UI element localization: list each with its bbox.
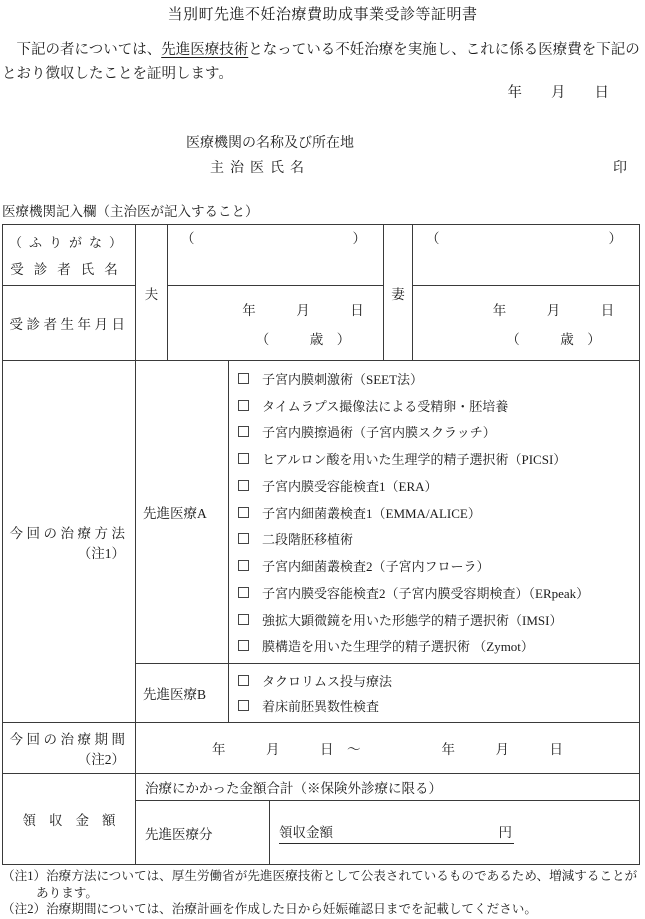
checkbox-icon	[238, 700, 249, 711]
treatment-method-label-cell	[3, 361, 136, 722]
checkbox-icon	[238, 560, 249, 571]
list-item	[238, 583, 639, 602]
receipt-amount-row	[3, 774, 639, 864]
footnotes	[2, 868, 643, 918]
advanced-medical-a-checklist	[229, 361, 639, 663]
list-item	[238, 503, 639, 522]
intro-text-post: となっている不妊治療を実施し、これに係る医療費を下記のとおり徴収したことを証明します。	[2, 42, 640, 82]
age-blank: （ 歳 ）	[506, 331, 601, 347]
patient-name-label-cell	[3, 225, 135, 286]
footnote-1: （注1）治療方法については、厚生労働省が先進医療技術として公表されているものであるため、増減することがあります。	[2, 869, 638, 900]
advanced-medical-a-label: 先進医療A	[136, 361, 229, 663]
advanced-medical-b-checklist	[229, 664, 639, 722]
checkbox-icon	[238, 587, 249, 598]
checkbox-icon	[238, 426, 249, 437]
checkbox-label: 子宮内細菌叢検査1（EMMA/ALICE）	[262, 505, 481, 521]
checkbox-icon	[238, 480, 249, 491]
list-item	[238, 556, 639, 575]
advanced-medical-b-section	[136, 664, 639, 722]
checkbox-label: 二段階胚移植術	[262, 532, 354, 548]
birthdate-blank: 年 月 日	[242, 302, 364, 318]
document-title: 当別町先進不妊治療費助成事業受診等証明書	[167, 7, 478, 23]
treatment-method-label: 今回の治療方法	[9, 525, 129, 541]
checkbox-label: ヒアルロン酸を用いた生理学的精子選択術（PICSI）	[262, 452, 567, 467]
husband-data-column	[168, 225, 384, 360]
checkbox-label: 着床前胚異数性検査	[262, 699, 380, 715]
treatment-method-content	[136, 361, 639, 722]
checkbox-label: 強拡大顕微鏡を用いた形態学的精子選択術（IMSI）	[262, 612, 563, 628]
checkbox-icon	[238, 453, 249, 464]
treatment-method-row	[3, 361, 639, 723]
intro-paragraph	[2, 38, 643, 86]
patient-label-column	[3, 225, 136, 360]
section-heading: 医療機関記入欄（主治医が記入すること）	[2, 204, 259, 219]
patient-name-label: 受診者氏名	[10, 262, 128, 277]
furigana-paren-close: ）	[352, 231, 366, 246]
wife-header-cell: 妻	[384, 225, 413, 360]
checkbox-label: タクロリムス投与療法	[262, 673, 393, 689]
advanced-medical-a-section	[136, 361, 639, 664]
receipt-amount-field	[270, 801, 639, 864]
footnote-2: （注2）治療期間については、治療計画を作成した日から妊娠確認日までを記載してください。	[2, 902, 537, 916]
checkbox-icon	[238, 614, 249, 625]
list-item	[238, 369, 639, 388]
advanced-medical-b-label: 先進医療B	[136, 664, 229, 722]
checkbox-icon	[238, 640, 249, 651]
treatment-period-row	[3, 723, 639, 774]
checkbox-icon	[238, 507, 249, 518]
institution-name-label: 医療機関の名称及び所在地	[186, 136, 354, 151]
husband-birthdate-field	[168, 286, 383, 360]
advanced-medical-portion-label: 先進医療分	[136, 801, 270, 864]
list-item	[238, 610, 639, 629]
patient-birthdate-label: 受診者生年月日	[9, 317, 129, 332]
receipt-amount-caption: 領収金額	[279, 825, 333, 840]
wife-birthdate-field	[413, 286, 639, 360]
treatment-period-label: 今回の治療期間	[9, 732, 129, 747]
birthdate-blank: 年 月 日	[492, 302, 615, 318]
husband-name-field	[168, 225, 383, 286]
furigana-label: （ふりがな）	[8, 235, 129, 250]
furigana-paren-open: （	[181, 231, 195, 246]
receipt-amount-blank	[279, 821, 514, 844]
medical-form-table	[2, 224, 640, 865]
furigana-paren-open: （	[426, 231, 440, 246]
doctor-signature-row	[210, 157, 627, 177]
seal-mark: 印	[613, 161, 627, 176]
age-blank: （ 歳 ）	[255, 331, 351, 347]
checkbox-label: 子宮内膜擦過術（子宮内膜スクラッチ）	[262, 425, 496, 441]
treatment-period-blank: 年 月 日 ～ 年 月 日	[212, 742, 563, 757]
checkbox-icon	[238, 533, 249, 544]
checkbox-label: 子宮内膜受容能検査1（ERA）	[262, 478, 438, 494]
checkbox-label: 子宮内膜刺激術（SEET法）	[262, 371, 424, 387]
patient-rows	[3, 225, 639, 361]
issue-date-blank: 年 月 日	[507, 85, 609, 101]
yen-unit: 円	[498, 825, 512, 840]
checkbox-label: 膜構造を用いた生理学的精子選択術 （Zymot）	[262, 639, 534, 655]
list-item	[238, 529, 639, 548]
amount-detail-row	[136, 801, 639, 864]
checkbox-icon	[238, 400, 249, 411]
list-item	[238, 696, 639, 715]
doctor-name-label: 主治医氏名	[210, 161, 310, 176]
receipt-amount-label: 領収金額	[3, 774, 136, 864]
treatment-period-note-ref: （注2）	[77, 752, 125, 767]
checkbox-label: 子宮内細菌叢検査2（子宮内フローラ）	[262, 559, 490, 574]
list-item	[238, 671, 639, 690]
list-item	[238, 422, 639, 441]
list-item	[238, 636, 639, 655]
amount-total-header: 治療にかかった金額合計（※保険外診療に限る）	[136, 774, 639, 801]
checkbox-label: タイムラプス撮像法による受精卵・胚培養	[262, 398, 509, 414]
list-item	[238, 476, 639, 495]
wife-name-field	[413, 225, 639, 286]
list-item	[238, 449, 639, 468]
intro-text-pre: 下記の者については、	[2, 42, 162, 58]
wife-data-column	[413, 225, 639, 360]
furigana-paren-close: ）	[608, 231, 622, 246]
treatment-method-note-ref: （注1）	[77, 545, 125, 561]
checkbox-label: 子宮内膜受容能検査2（子宮内膜受容期検査）（ERpeak）	[262, 585, 590, 601]
intro-underlined-term: 先進医療技術	[161, 42, 249, 58]
checkbox-icon	[238, 373, 249, 384]
treatment-period-label-cell	[3, 723, 136, 773]
receipt-amount-content	[136, 774, 639, 864]
checkbox-icon	[238, 675, 249, 686]
husband-header-cell: 夫	[136, 225, 168, 360]
list-item	[238, 396, 639, 415]
